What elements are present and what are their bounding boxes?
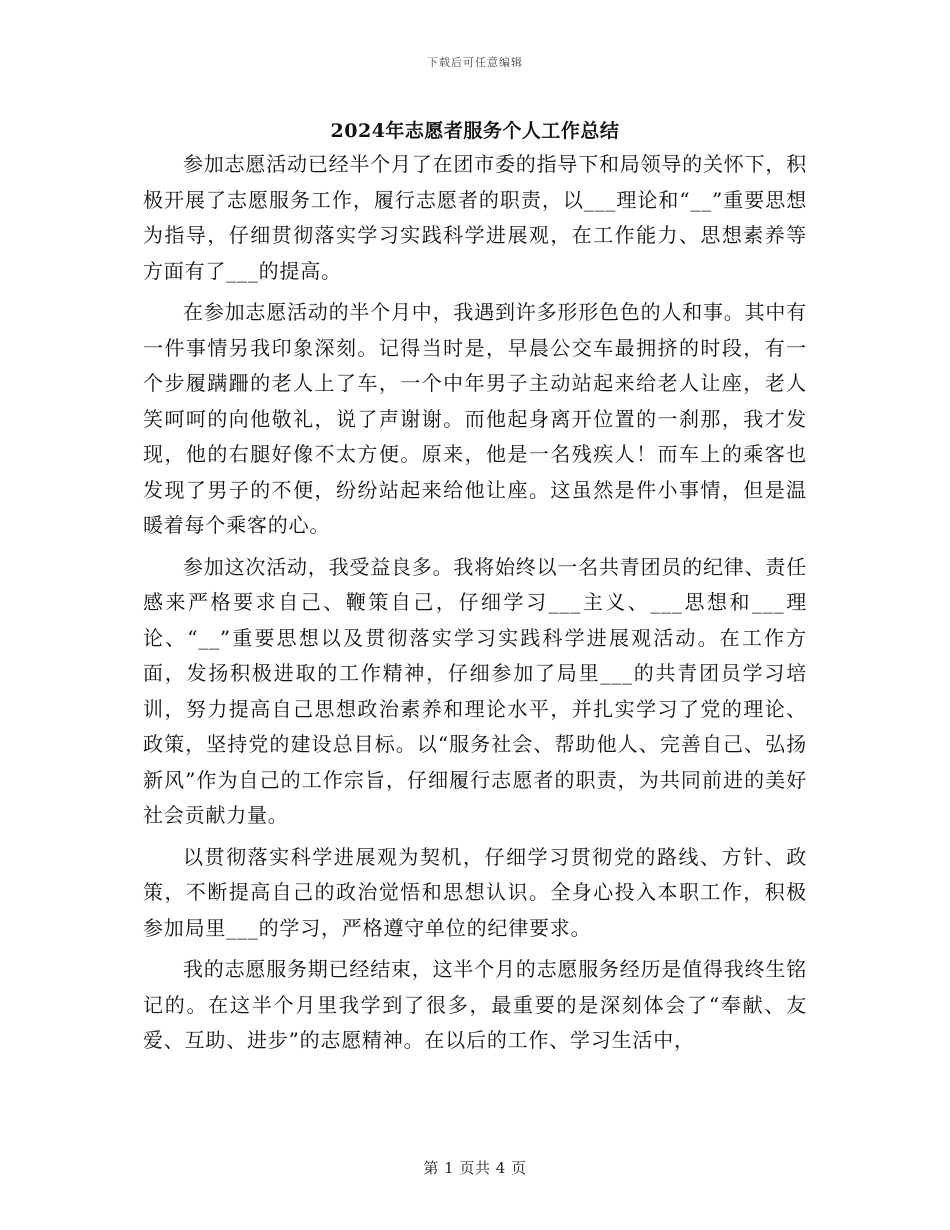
document-body — [143, 147, 807, 1065]
document-title: 2024年志愿者服务个人工作总结 — [330, 120, 620, 142]
paragraph-4: 以贯彻落实科学进展观为契机，仔细学习贯彻党的路线、方针、政策，不断提高自己的政治觉悟和思想认识。全身心投入本职工作，积极参加局里___的学习，严格遵守单位的纪律要求。 — [143, 844, 807, 940]
paragraph-2: 在参加志愿活动的半个月中，我遇到许多形形色色的人和事。其中有一件事情另我印象深刻。记得当时是，早晨公交车最拥挤的时段，有一个步履蹒跚的老人上了车，一个中年男子主动站起来给老人让座，老人笑呵呵的向他敬礼，说了声谢谢。而他起身离开位置的一刹那，我才发现，他的右腿好像不太方便。原来，他是一名残疾人！而车上的乘客也发现了男子的不便，纷纷站起来给他让座。这虽然是件小事情，但是温暖着每个乘客的心。 — [143, 300, 807, 537]
paragraph-1: 参加志愿活动已经半个月了在团市委的指导下和局领导的关怀下，积极开展了志愿服务工作，履行志愿者的职责，以___理论和“__”重要思想为指导，仔细贯彻落实学习实践科学进展观，在工作能力、思想素养等方面有了___的提高。 — [143, 152, 807, 283]
header-note: 下载后可任意编辑 — [427, 56, 523, 69]
page-number: 第 1 页共 4 页 — [423, 1159, 527, 1177]
paragraph-3: 参加这次活动，我受益良多。我将始终以一名共青团员的纪律、责任感来严格要求自己、鞭策自己，仔细学习___主义、___思想和___理论、“__”重要思想以及贯彻落实学习实践科学进展观活动。在工作方面，发扬积极进取的工作精神，仔细参加了局里___的共青团员学习培训，努力提高自己思想政治素养和理论水平，并扎实学习了党的理论、政策，坚持党的建设总目标。以“服务社会、帮助他人、完善自己、弘扬新风”作为自己的工作宗旨，仔细履行志愿者的职责，为共同前进的美好社会贡献力量。 — [143, 554, 807, 827]
paragraph-5: 我的志愿服务期已经结束，这半个月的志愿服务经历是值得我终生铭记的。在这半个月里我学到了很多，最重要的是深刻体会了“奉献、友爱、互助、进步”的志愿精神。在以后的工作、学习生活中， — [143, 957, 807, 1052]
